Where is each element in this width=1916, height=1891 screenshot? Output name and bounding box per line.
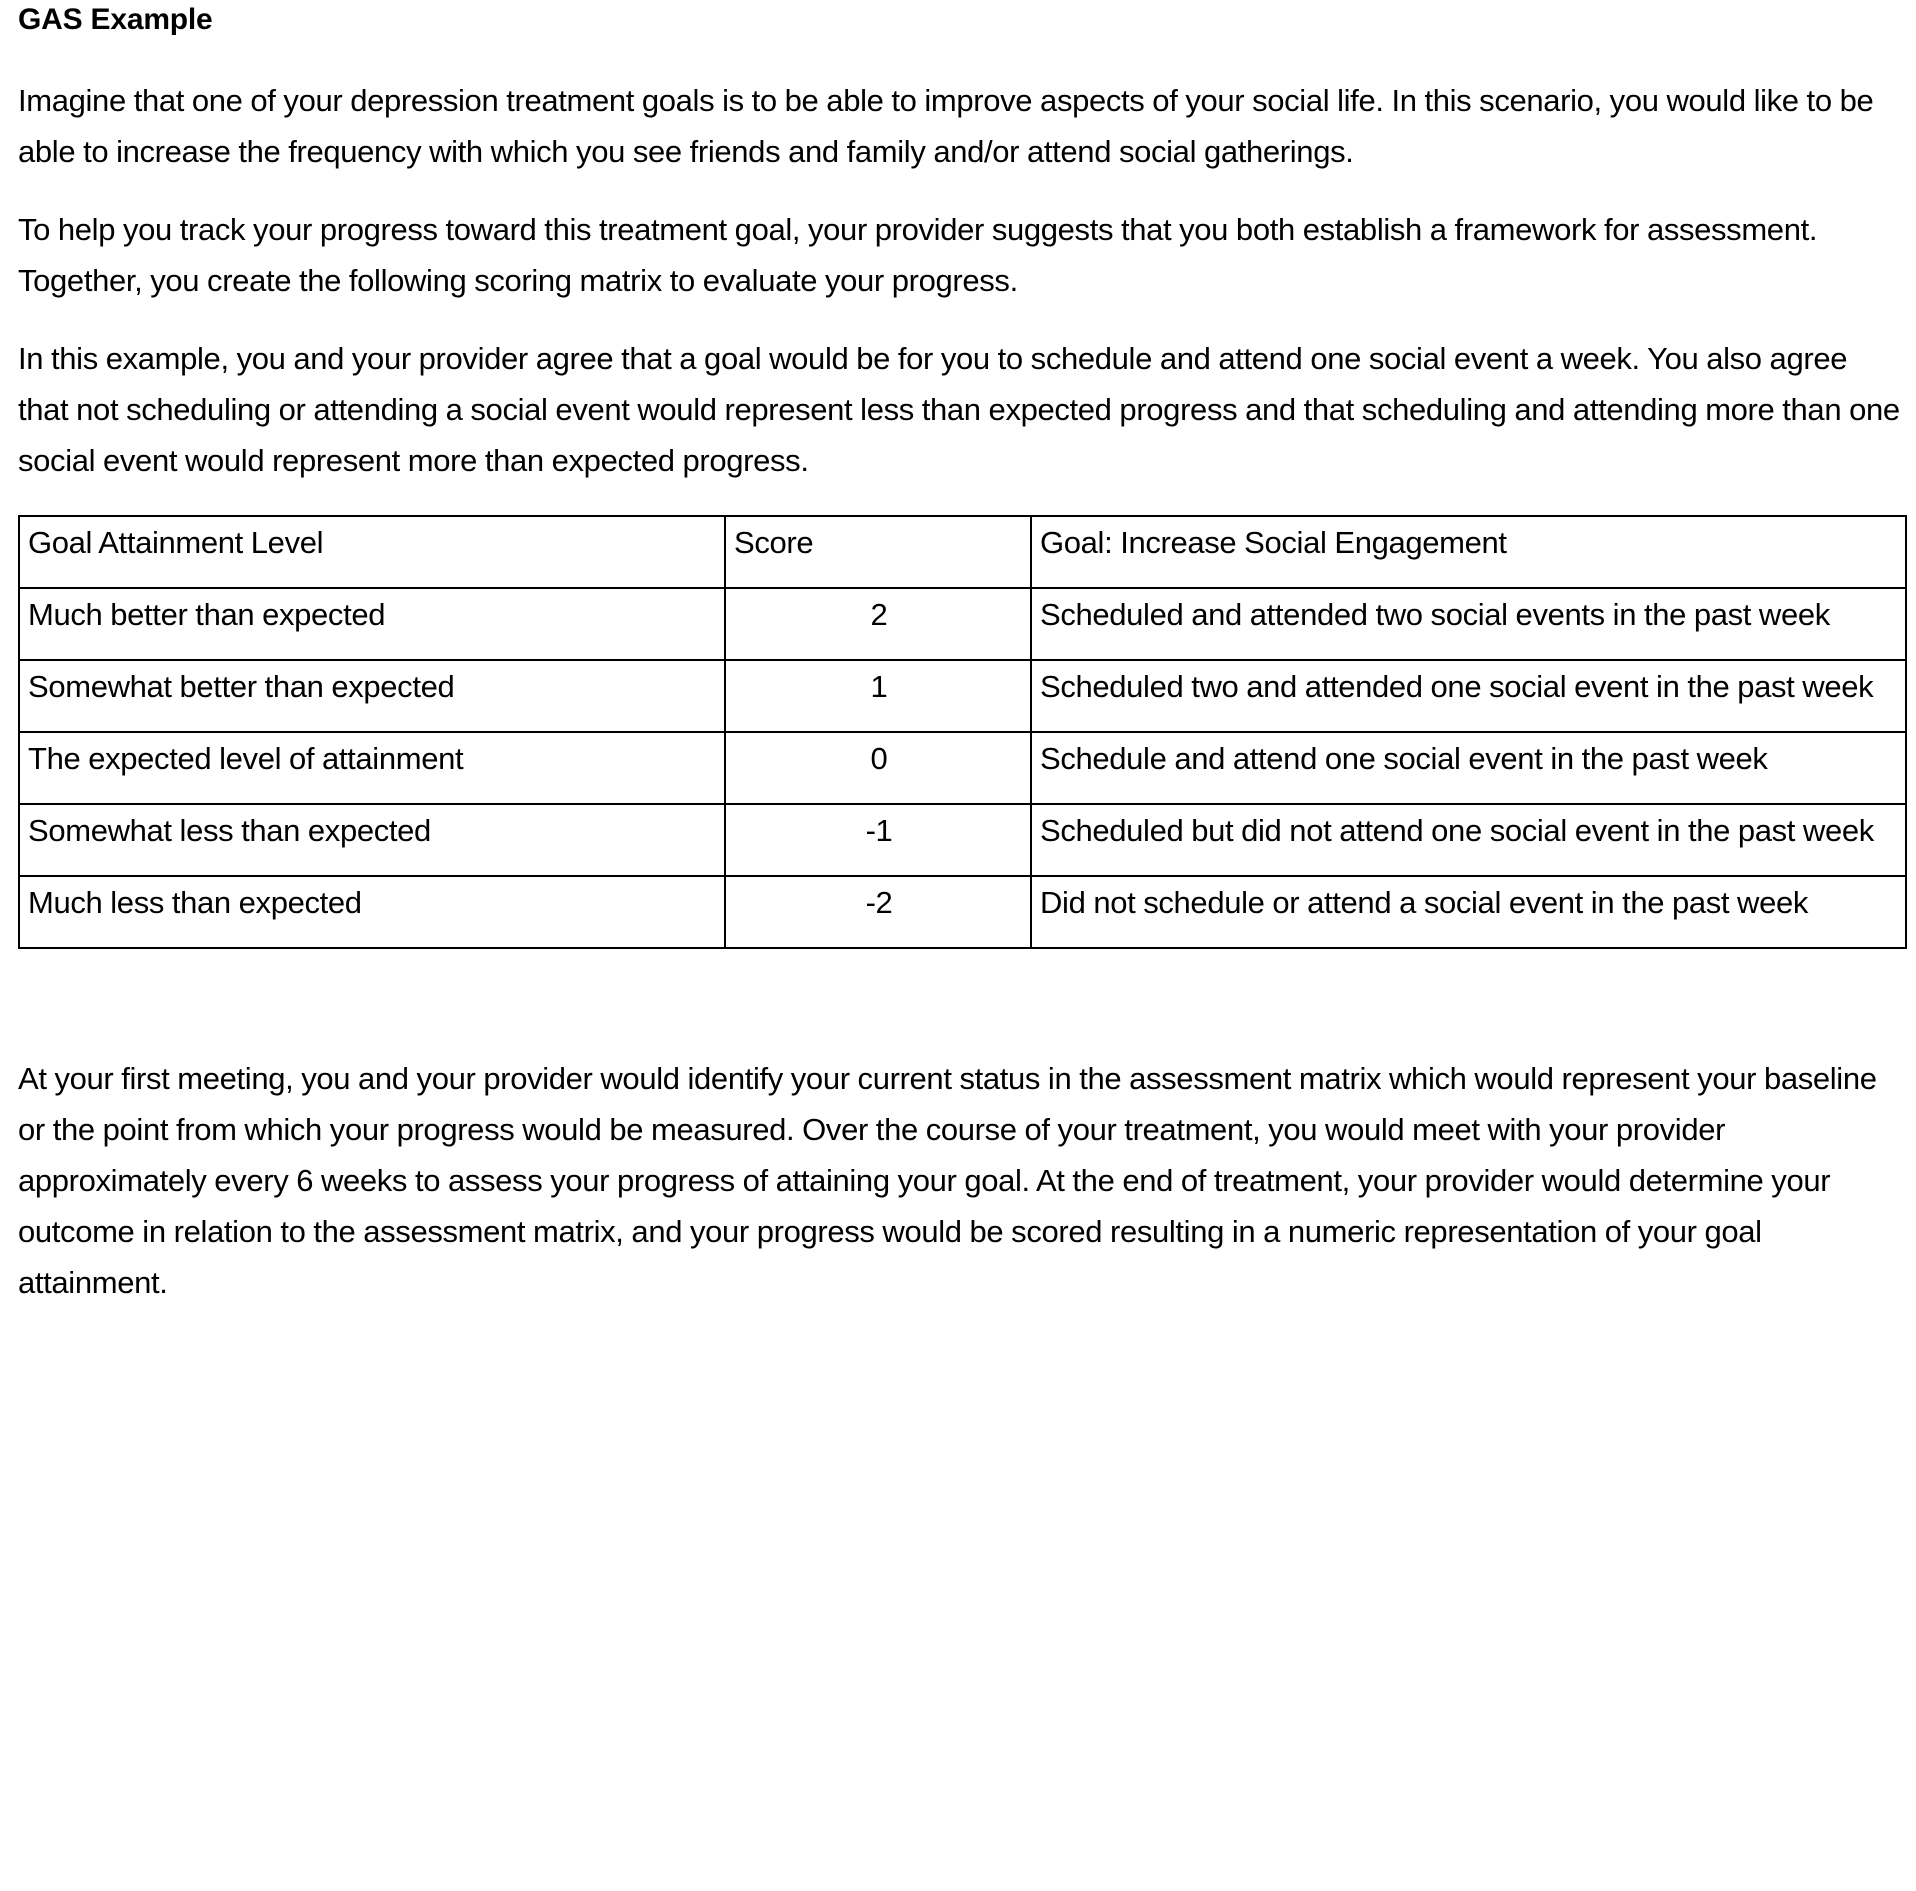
- cell-score: 1: [725, 660, 1031, 732]
- table-header-row: [19, 516, 1906, 588]
- spacer: [18, 949, 1904, 1053]
- cell-level: Much better than expected: [19, 588, 725, 660]
- table-row: [19, 876, 1906, 948]
- column-header-goal-attainment-level: Goal Attainment Level: [19, 516, 725, 588]
- cell-goal: Scheduled and attended two social events in the past week: [1031, 588, 1906, 660]
- column-header-score: Score: [725, 516, 1031, 588]
- cell-score: -1: [725, 804, 1031, 876]
- cell-goal: Scheduled two and attended one social event in the past week: [1031, 660, 1906, 732]
- closing-paragraph: At your first meeting, you and your provider would identify your current status in the assessment matrix which would represent your baseline or the point from which your progress would be measured. Over the course of your treatment, you would meet with your provider approximately every 6 weeks to assess your progress of attaining your goal. At the end of treatment, your provider would determine your outcome in relation to the assessment matrix, and your progress would be scored resulting in a numeric representation of your goal attainment.: [18, 1061, 1877, 1300]
- cell-goal: Schedule and attend one social event in the past week: [1031, 732, 1906, 804]
- column-header-goal: Goal: Increase Social Engagement: [1031, 516, 1906, 588]
- table-row: [19, 804, 1906, 876]
- cell-score: 2: [725, 588, 1031, 660]
- intro-paragraph-3: In this example, you and your provider agree that a goal would be for you to schedule and attend one social event a week. You also agree that not scheduling or attending a social event would represent less than expected progress and that scheduling and attending more than one social event would represent more than expected progress.: [18, 341, 1900, 478]
- spacer: [18, 38, 1904, 75]
- spacer: [18, 486, 1904, 515]
- cell-level: Somewhat less than expected: [19, 804, 725, 876]
- cell-score: 0: [725, 732, 1031, 804]
- table-row: [19, 588, 1906, 660]
- page-title: GAS Example: [18, 3, 213, 36]
- intro-paragraph-2: To help you track your progress toward this treatment goal, your provider suggests that you both establish a framework for assessment. Together, you create the following scoring matrix to evaluate your progress.: [18, 212, 1818, 298]
- table-row: [19, 732, 1906, 804]
- goal-attainment-scaling-table: [18, 515, 1907, 949]
- cell-level: The expected level of attainment: [19, 732, 725, 804]
- cell-goal: Did not schedule or attend a social event in the past week: [1031, 876, 1906, 948]
- intro-paragraph-1: Imagine that one of your depression treatment goals is to be able to improve aspects of your social life. In this scenario, you would like to be able to increase the frequency with which you see friends and family and/or attend social gatherings.: [18, 83, 1874, 169]
- spacer: [18, 177, 1904, 204]
- cell-score: -2: [725, 876, 1031, 948]
- cell-level: Somewhat better than expected: [19, 660, 725, 732]
- cell-goal: Scheduled but did not attend one social event in the past week: [1031, 804, 1906, 876]
- table-row: [19, 660, 1906, 732]
- cell-level: Much less than expected: [19, 876, 725, 948]
- spacer: [18, 306, 1904, 333]
